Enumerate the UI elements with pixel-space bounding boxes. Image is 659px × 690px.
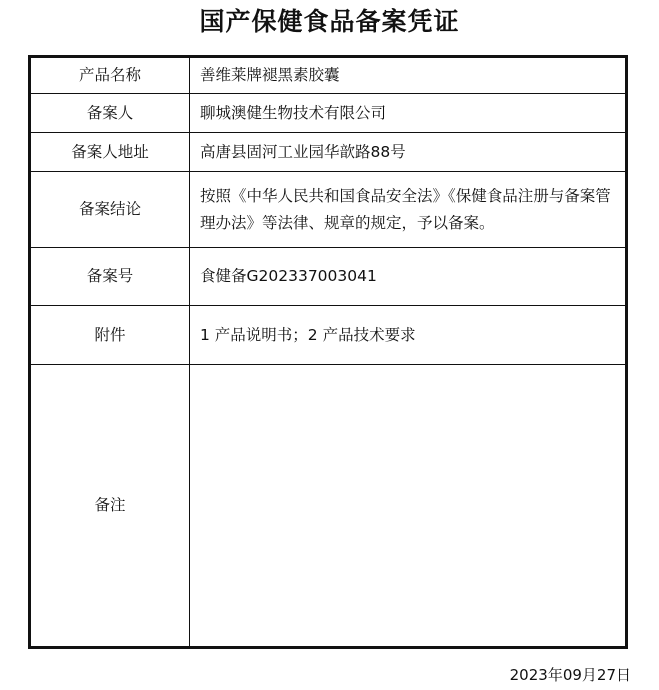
- value-registrant: 聊城澳健生物技术有限公司: [190, 94, 627, 133]
- row-registration-number: [30, 248, 627, 306]
- value-registrant-address: 高唐县固河工业园华歆路88号: [190, 133, 627, 172]
- label-remarks: 备注: [30, 365, 190, 648]
- value-attachments: 1 产品说明书；2 产品技术要求: [190, 306, 627, 365]
- label-product-name: 产品名称: [30, 57, 190, 94]
- row-registrant: [30, 94, 627, 133]
- label-attachments: 附件: [30, 306, 190, 365]
- row-product-name: [30, 57, 627, 94]
- value-conclusion: 按照《中华人民共和国食品安全法》《保健食品注册与备案管理办法》等法律、规章的规定，予以备案。: [190, 172, 627, 248]
- label-registrant-address: 备案人地址: [30, 133, 190, 172]
- document-title: 国产保健食品备案凭证: [199, 7, 460, 36]
- certificate-table: [28, 55, 628, 649]
- label-registrant: 备案人: [30, 94, 190, 133]
- row-attachments: [30, 306, 627, 365]
- row-registrant-address: [30, 133, 627, 172]
- row-conclusion: [30, 172, 627, 248]
- value-remarks: [190, 365, 627, 648]
- label-registration-number: 备案号: [30, 248, 190, 306]
- value-product-name: 善维莱牌褪黑素胶囊: [190, 57, 627, 94]
- label-conclusion: 备案结论: [30, 172, 190, 248]
- value-registration-number: 食健备G202337003041: [190, 248, 627, 306]
- row-remarks: [30, 365, 627, 648]
- issue-date: 2023年09月27日: [509, 666, 631, 684]
